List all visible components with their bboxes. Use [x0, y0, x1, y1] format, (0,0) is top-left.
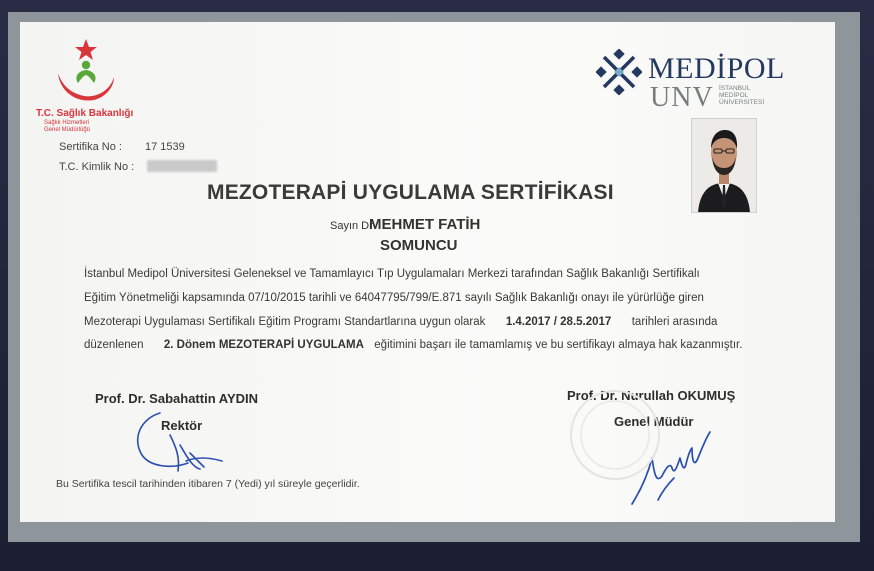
body-line-2: Eğitim Yönetmeliği kapsamında 07/10/2015 tarihli ve 64047795/799/E.871 sayılı Sağlık Bakanlığı onayı ile yürürlüğe giren: [84, 292, 704, 304]
ministry-logo-icon: [48, 37, 124, 109]
medipol-logo-icon: [596, 49, 642, 95]
body-line-3-end: tarihleri arasında: [631, 316, 718, 328]
recipient-photo: [691, 118, 757, 213]
tc-no-label: T.C. Kimlik No :: [59, 161, 135, 173]
left-signatory-role: Rektör: [161, 418, 203, 433]
redacted-id-number: [147, 160, 217, 172]
unv-wordmark: UNV: [650, 82, 714, 113]
body-line-4: [84, 339, 742, 351]
ministry-subtitle-line2: Genel Müdürlüğü: [44, 127, 91, 133]
body-line-4-start: düzenlenen: [84, 339, 144, 351]
right-signatory-name: Prof. Dr. Nurullah OKUMUŞ: [567, 388, 736, 403]
body-line-3: [84, 316, 717, 328]
training-term: 2. Dönem MEZOTERAPİ UYGULAMA: [163, 339, 364, 351]
university-subtitle-line2: MEDİPOL: [719, 92, 749, 99]
body-line-1: İstanbul Medipol Üniversitesi Geleneksel ve Tamamlayıcı Tıp Uygulamaları Merkezi tarafından Sağlık Bakanlığı Sertifikalı: [84, 268, 700, 280]
medipol-wordmark: MEDİPOL: [648, 52, 785, 85]
ministry-name: T.C. Sağlık Bakanlığı: [36, 108, 134, 119]
right-signatory-role: Genel Müdür: [614, 414, 694, 429]
ministry-subtitle: [44, 120, 90, 134]
body-line-3-start: Mezoterapi Uygulaması Sertifikalı Eğitim Programı Standartlarına uygun olarak: [84, 316, 486, 328]
university-subtitle-line3: ÜNİVERSİTESİ: [719, 99, 765, 106]
recipient-salutation: Sayın Dr: [330, 220, 373, 232]
embossed-seal-icon: [565, 385, 665, 485]
portrait-icon: [692, 119, 756, 212]
recipient-name-line2: SOMUNCU: [380, 237, 458, 254]
university-subtitle-line1: İSTANBUL: [719, 85, 751, 92]
left-signatory-name: Prof. Dr. Sabahattin AYDIN: [95, 391, 259, 406]
university-subtitle: [719, 85, 764, 106]
recipient-name-line1: MEHMET FATİH: [369, 216, 481, 233]
certificate-title: MEZOTERAPİ UYGULAMA SERTİFİKASI: [207, 181, 614, 204]
validity-note: Bu Sertifika tescil tarihinden itibaren 7 (Yedi) yıl süreyle geçerlidir.: [56, 478, 360, 490]
body-line-4-end: eğitimini başarı ile tamamlamış ve bu sertifikayı almaya hak kazanmıştır.: [374, 339, 743, 351]
left-signature-icon: [130, 405, 230, 475]
training-dates: 1.4.2017 / 28.5.2017: [505, 316, 612, 328]
certificate-no-value: 17 1539: [145, 141, 185, 153]
ministry-subtitle-line1: Sağlık Hizmetleri: [44, 120, 90, 126]
certificate-no-label: Sertifika No :: [59, 141, 122, 153]
